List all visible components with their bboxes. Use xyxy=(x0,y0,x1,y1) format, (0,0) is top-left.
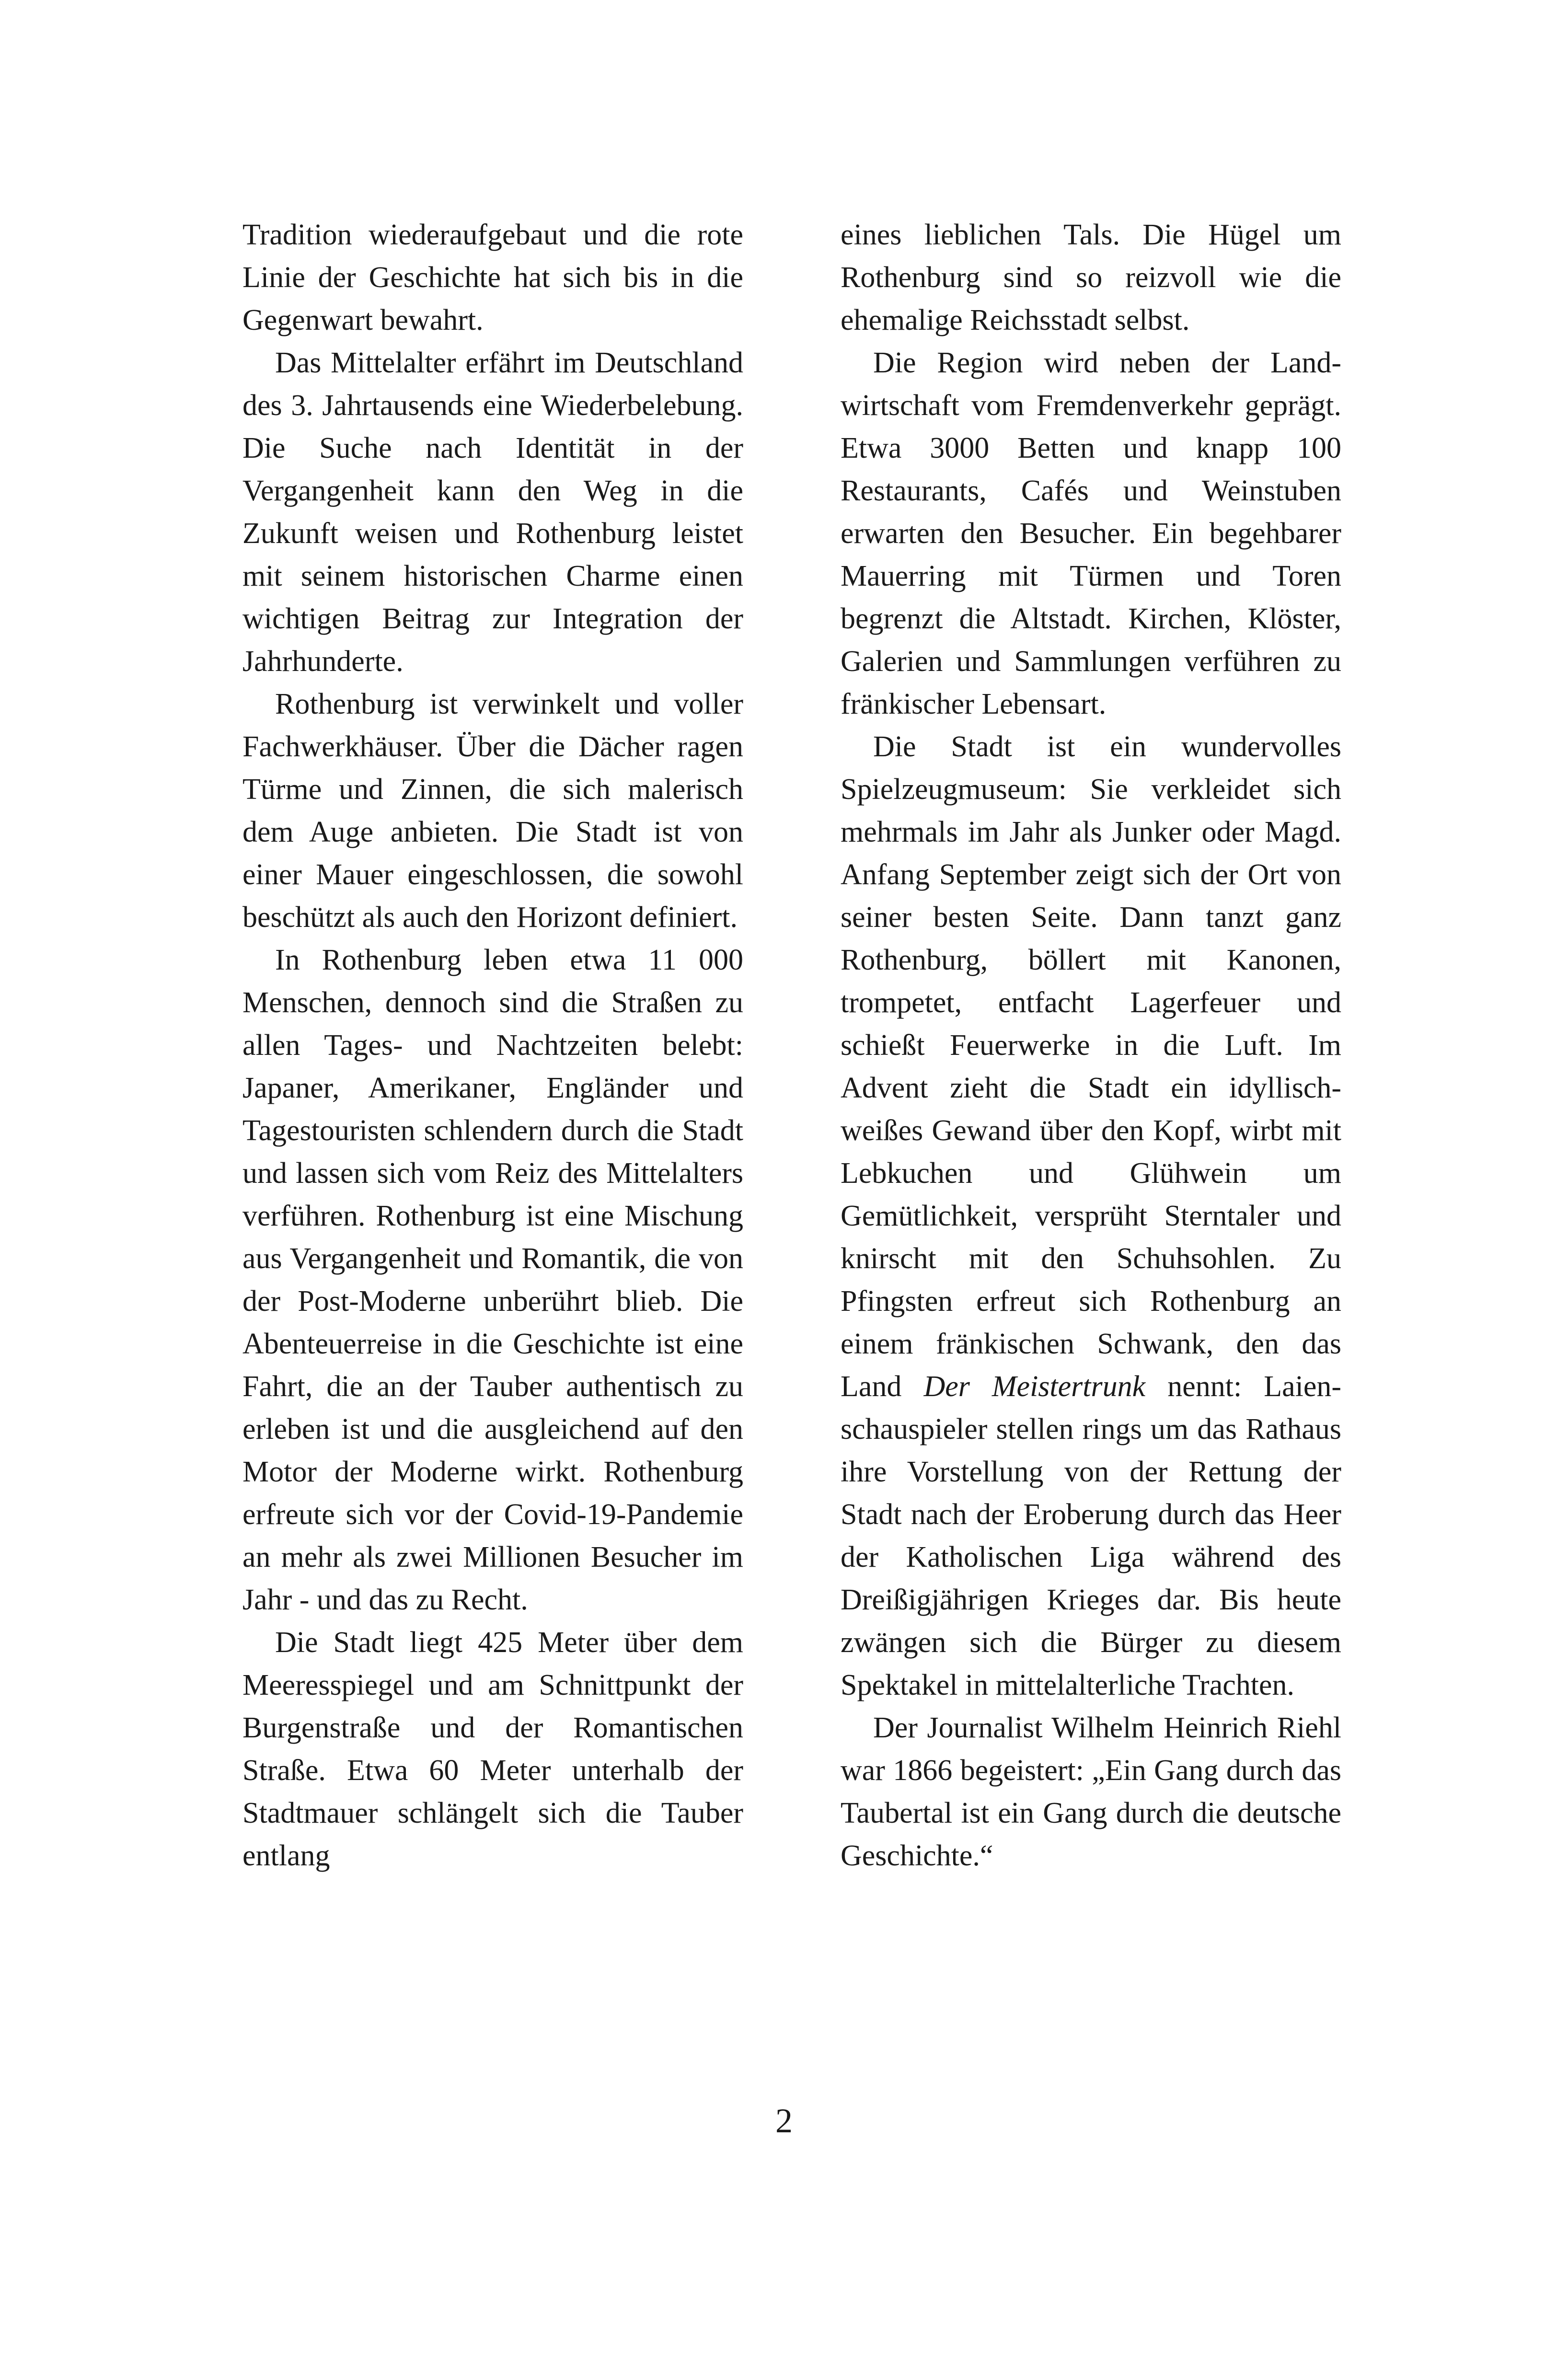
paragraph-text: nennt: Laienschauspieler stellen rings um das Rathaus ihre Vorstellung von der Rettung der Stadt nach der Eroberung durch das Heer der Katholischen Liga während des Dreißigjährigen Krieges dar. Bis heute zwängen sich die Bürger zu diesem Spektakel in mittelalterliche Trachten. xyxy=(841,1370,1342,1701)
paragraph-text: Die Stadt ist ein wundervolles Spielzeugmuseum: Sie verkleidet sich mehrmals im Jahr als Junker oder Magd. Anfang September zeigt sich der Ort von seiner besten Seite. Dann tanzt ganz Rothenburg, böllert mit Kanonen, trompetet, entfacht Lagerfeuer und schießt Feuerwerke in die Luft. Im Advent zieht die Stadt ein idyllisch-weißes Gewand über den Kopf, wirbt mit Lebkuchen und Glühwein um Gemütlichkeit, versprüht Sterntaler und knirscht mit den Schuhsohlen. Zu Pfingsten erfreut sich Rothenburg an einem fränkischen Schwank, den das Land xyxy=(841,730,1341,1403)
paragraph: eines lieblichen Tals. Die Hügel um Rothenburg sind so reizvoll wie die ehemalige Reichsstadt selbst. xyxy=(841,219,1341,336)
paragraph: Tradition wiederaufgebaut und die rote Linie der Geschichte hat sich bis in die Gegenwart bewahrt. xyxy=(242,219,743,336)
paragraph: Rothenburg ist verwinkelt und voller Fachwerkhäuser. Über die Dächer ragen Türme und Zinnen, die sich malerisch dem Auge anbieten. Die Stadt ist von einer Mauer eingeschlossen, die sowohl beschützt als auch den Horizont definiert. xyxy=(242,688,743,934)
italic-title: Der Meistertrunk xyxy=(923,1370,1146,1403)
right-text-column xyxy=(841,214,1341,1877)
paragraph: Die Region wird neben der Landwirtschaft vom Fremdenverkehr geprägt. Etwa 3000 Betten und knapp 100 Restaurants, Cafés und Weinstuben erwarten den Besucher. Ein begehbarer Mauerring mit Türmen und Toren begrenzt die Altstadt. Kirchen, Klöster, Galerien und Sammlungen verführen zu fränkischer Lebensart. xyxy=(841,347,1341,720)
paragraph: Die Stadt liegt 425 Meter über dem Meeresspiegel und am Schnittpunkt der Burgenstraße und der Romantischen Straße. Etwa 60 Meter unterhalb der Stadtmauer schlängelt sich die Tauber entlang xyxy=(242,1626,743,1872)
paragraph: Der Journalist Wilhelm Heinrich Riehl war 1866 begeistert: „Ein Gang durch das Taubertal ist ein Gang durch die deutsche Geschichte.“ xyxy=(841,1711,1341,1872)
paragraph: Das Mittelalter erfährt im Deutschland des 3. Jahrtausends eine Wiederbelebung. Die Suche nach Identität in der Vergangenheit kann den Weg in die Zukunft weisen und Rothenburg leistet mit seinem historischen Charme einen wichtigen Beitrag zur Integration der Jahrhunderte. xyxy=(242,347,743,678)
paragraph: In Rothenburg leben etwa 11 000 Menschen, dennoch sind die Straßen zu allen Tages- und Nachtzeiten belebt: Japaner, Amerikaner, Engländer und Tagestouristen schlendern durch die Stadt und lassen sich vom Reiz des Mittelalters verführen. Rothenburg ist eine Mischung aus Vergangenheit und Romantik, die von der Post-Moderne unberührt blieb. Die Abenteuerreise in die Geschichte ist eine Fahrt, die an der Tauber authentisch zu erleben ist und die ausgleichend auf den Motor der Moderne wirkt. Rothenburg erfreute sich vor der Covid-19-Pandemie an mehr als zwei Millionen Besucher im Jahr - und das zu Recht. xyxy=(242,944,743,1616)
left-text-column xyxy=(242,214,743,1877)
page-number: 2 xyxy=(775,2102,793,2140)
paragraph xyxy=(841,726,1341,1707)
